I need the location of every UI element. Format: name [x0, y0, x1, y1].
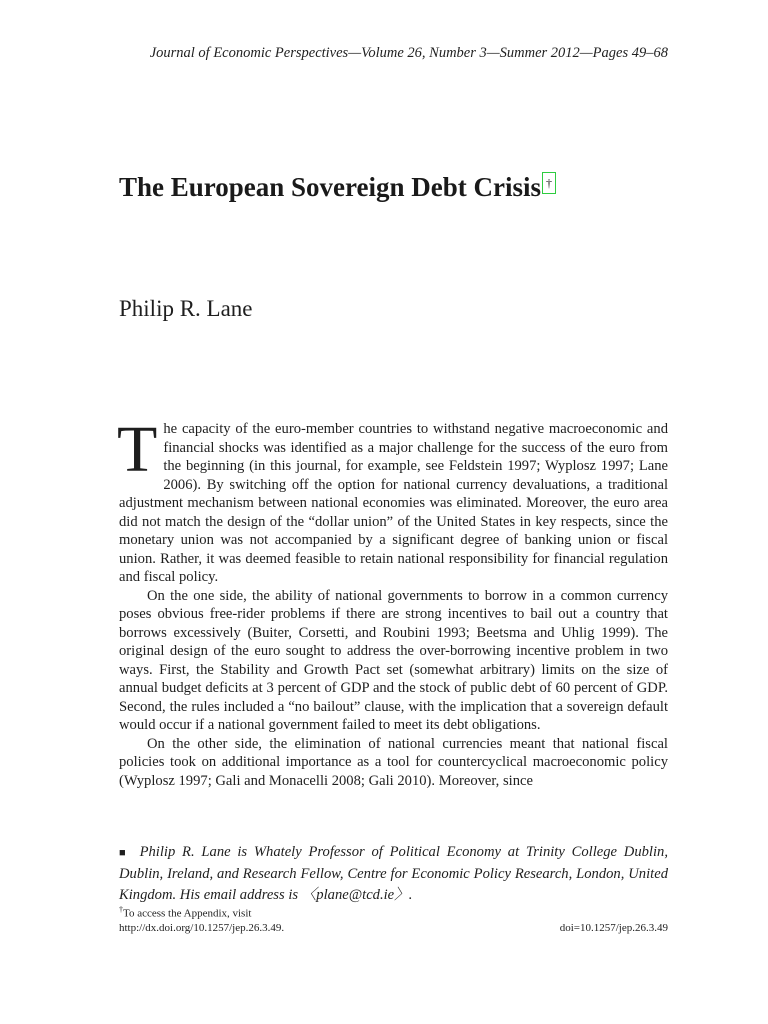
footnote-dagger: † [119, 905, 123, 914]
appendix-footnote-link[interactable]: † [542, 172, 556, 194]
footnote-line [119, 903, 668, 921]
article-title-text: The European Sovereign Debt Crisis [119, 172, 542, 202]
square-bullet-icon: ■ [119, 847, 129, 859]
author-name: Philip R. Lane [119, 296, 253, 321]
footnote-line-2 [119, 921, 668, 935]
doi-text: doi=10.1257/jep.26.3.49 [559, 921, 668, 934]
footnote [119, 903, 668, 935]
paragraph-1 [117, 413, 668, 587]
appendix-url-link[interactable]: http://dx.doi.org/10.1257/jep.26.3.49. [119, 921, 285, 934]
footnote-text: To access the Appendix, visit [123, 907, 252, 920]
drop-cap: T [117, 413, 158, 486]
article-body [117, 413, 668, 790]
paragraph-1-text: he capacity of the euro-member countries to withstand negative macroeconomic and financial shocks was identified as a major challenge for the success of the euro from the beginning (in this journal, for example, see Feldstein 1997; Wyplosz 1997; Lane 2006). By switching off the option for national currency devaluations, a traditional adjustment mechanism between national economies was eliminated. Moreover, the euro area did not match the design of the “dollar union” of the United States in key respects, since the monetary union was not accompanied by a significant degree of banking union or fiscal union. Rather, it was deemed feasible to retain national responsibility for financial regulation and fiscal policy. [119, 421, 668, 585]
author-note [119, 842, 668, 906]
paragraph-3: On the other side, the elimination of national currencies meant that national fiscal policies took on additional importance as a tool for countercyclical macroeconomic policy (Wyplosz 1997; Gali and Monacelli 2008; Gali 2010). Moreover, since [119, 735, 668, 789]
journal-header: Journal of Economic Perspectives—Volume 26, Number 3—Summer 2012—Pages 49–68 [149, 45, 668, 61]
article-title [119, 172, 556, 203]
paragraph-2: On the one side, the ability of national governments to borrow in a common currency poses obvious free-rider problems if there are strong incentives to bail out a country that borrows excessively (Buiter, Corsetti, and Roubini 1993; Beetsma and Uhlig 1999). The original design of the euro sought to address the over-borrowing incentive problem in two ways. First, the Stability and Growth Pact set (somewhat arbitrary) limits on the size of annual budget deficits at 3 percent of GDP and the stock of public debt of 60 percent of GDP. Second, the rules included a “no bailout” clause, with the implication that a sovereign default would occur if a national government failed to meet its debt obligations. [119, 587, 668, 733]
author-note-text: Philip R. Lane is Whately Professor of Political Economy at Trinity College Dublin, Dublin, Ireland, and Research Fellow, Centre for Economic Policy Research, London, United Kingdom. His email address is 〈plane@tcd.ie〉. [119, 844, 668, 903]
